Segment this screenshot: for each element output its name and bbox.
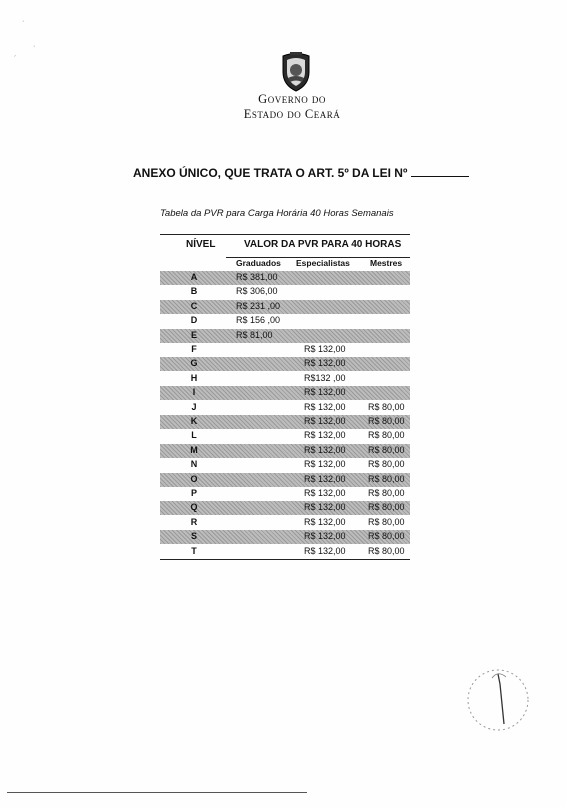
table-row (160, 372, 410, 386)
subheader-mestres: Mestres (370, 258, 403, 268)
especialistas-cell: R$ 132,00 (304, 444, 346, 455)
level-cell: F (191, 344, 197, 354)
government-header-line2: Estado do Ceará (243, 107, 341, 121)
especialistas-cell: R$ 132,00 (304, 401, 346, 412)
level-cell: T (191, 545, 197, 556)
level-cell: M (190, 444, 198, 455)
level-cell: R (190, 516, 198, 527)
level-cell: O (190, 473, 198, 484)
table-row (160, 429, 410, 443)
mestres-cell: R$ 80,00 (368, 516, 405, 527)
annex-title (133, 166, 473, 180)
circular-stamp-icon (462, 664, 534, 736)
table-row (160, 329, 410, 343)
mestres-cell: R$ 80,00 (368, 459, 405, 470)
mestres-cell: R$ 80,00 (368, 430, 405, 441)
especialistas-cell: R$ 132,00 (304, 430, 346, 441)
table-row (160, 300, 410, 314)
annex-title-text: ANEXO ÚNICO, QUE TRATA O ART. 5º DA LEI Nº (133, 166, 408, 180)
especialistas-cell: R$ 132,00 (304, 545, 346, 556)
table-row (160, 271, 410, 285)
especialistas-cell: R$ 132,00 (304, 387, 346, 398)
level-cell: E (190, 329, 197, 340)
table-row (160, 473, 410, 487)
graduados-cell: R$ 381,00 (236, 272, 278, 282)
especialistas-cell: R$ 132,00 (304, 488, 346, 498)
level-cell: A (190, 272, 198, 282)
mestres-cell: R$ 80,00 (368, 473, 405, 484)
level-cell: I (192, 387, 196, 398)
mestres-cell: R$ 80,00 (368, 545, 405, 556)
table-row (160, 516, 410, 530)
scan-mark: · (22, 18, 25, 25)
scan-mark: ´ (14, 56, 17, 63)
especialistas-cell: R$ 132,00 (304, 459, 346, 470)
level-cell: C (190, 300, 198, 311)
subheader-especialistas: Especialistas (296, 258, 350, 268)
table-caption: Tabela da PVR para Carga Horária 40 Horas Semanais (160, 208, 394, 219)
subheader-graduados: Graduados (236, 258, 281, 268)
graduados-cell: R$ 306,00 (236, 286, 278, 297)
level-cell: K (190, 416, 198, 426)
scan-mark: · (33, 43, 36, 50)
column-header-value: VALOR DA PVR PARA 40 HORAS (244, 239, 402, 250)
table-row (160, 314, 410, 328)
mestres-cell: R$ 80,00 (368, 444, 405, 455)
graduados-cell: R$ 231 ,00 (236, 300, 281, 311)
mestres-cell: R$ 80,00 (368, 401, 405, 412)
government-header (222, 92, 362, 122)
table-top-rule (160, 234, 410, 235)
table-row (160, 458, 410, 472)
especialistas-cell: R$ 132,00 (304, 516, 346, 527)
mestres-cell: R$ 80,00 (368, 416, 405, 426)
level-cell: J (191, 401, 197, 412)
especialistas-cell: R$ 132,00 (304, 531, 346, 542)
table-row (160, 501, 410, 515)
table-row (160, 357, 410, 371)
especialistas-cell: R$132 ,00 (304, 372, 346, 383)
table-row (160, 386, 410, 400)
level-cell: P (190, 488, 197, 498)
mestres-cell: R$ 80,00 (368, 531, 405, 542)
table-row (160, 401, 410, 415)
level-cell: S (190, 531, 197, 542)
table-row (160, 530, 410, 544)
level-cell: Q (190, 502, 198, 513)
table-row (160, 285, 410, 299)
level-cell: B (190, 286, 198, 297)
government-header-line1: Governo do (258, 92, 326, 106)
especialistas-cell: R$ 132,00 (304, 358, 346, 369)
graduados-cell: R$ 156 ,00 (236, 315, 281, 326)
table-row (160, 415, 410, 429)
table-bottom-rule (160, 559, 410, 560)
column-header-level: NÍVEL (186, 239, 216, 250)
especialistas-cell: R$ 132,00 (304, 416, 346, 426)
level-cell: G (190, 358, 198, 369)
level-cell: D (190, 315, 198, 326)
level-cell: H (190, 372, 198, 383)
footer-rule (7, 792, 307, 793)
graduados-cell: R$ 81,00 (236, 329, 273, 340)
mestres-cell: R$ 80,00 (368, 488, 405, 498)
table-row (160, 343, 410, 357)
especialistas-cell: R$ 132,00 (304, 473, 346, 484)
table-row (160, 487, 410, 501)
level-cell: N (190, 459, 198, 470)
especialistas-cell: R$ 132,00 (304, 502, 346, 513)
especialistas-cell: R$ 132,00 (304, 344, 346, 354)
state-coat-of-arms-icon (274, 50, 318, 94)
table-row (160, 444, 410, 458)
mestres-cell: R$ 80,00 (368, 502, 405, 513)
level-cell: L (191, 430, 197, 441)
table-row (160, 545, 410, 559)
law-number-blank (411, 166, 469, 177)
